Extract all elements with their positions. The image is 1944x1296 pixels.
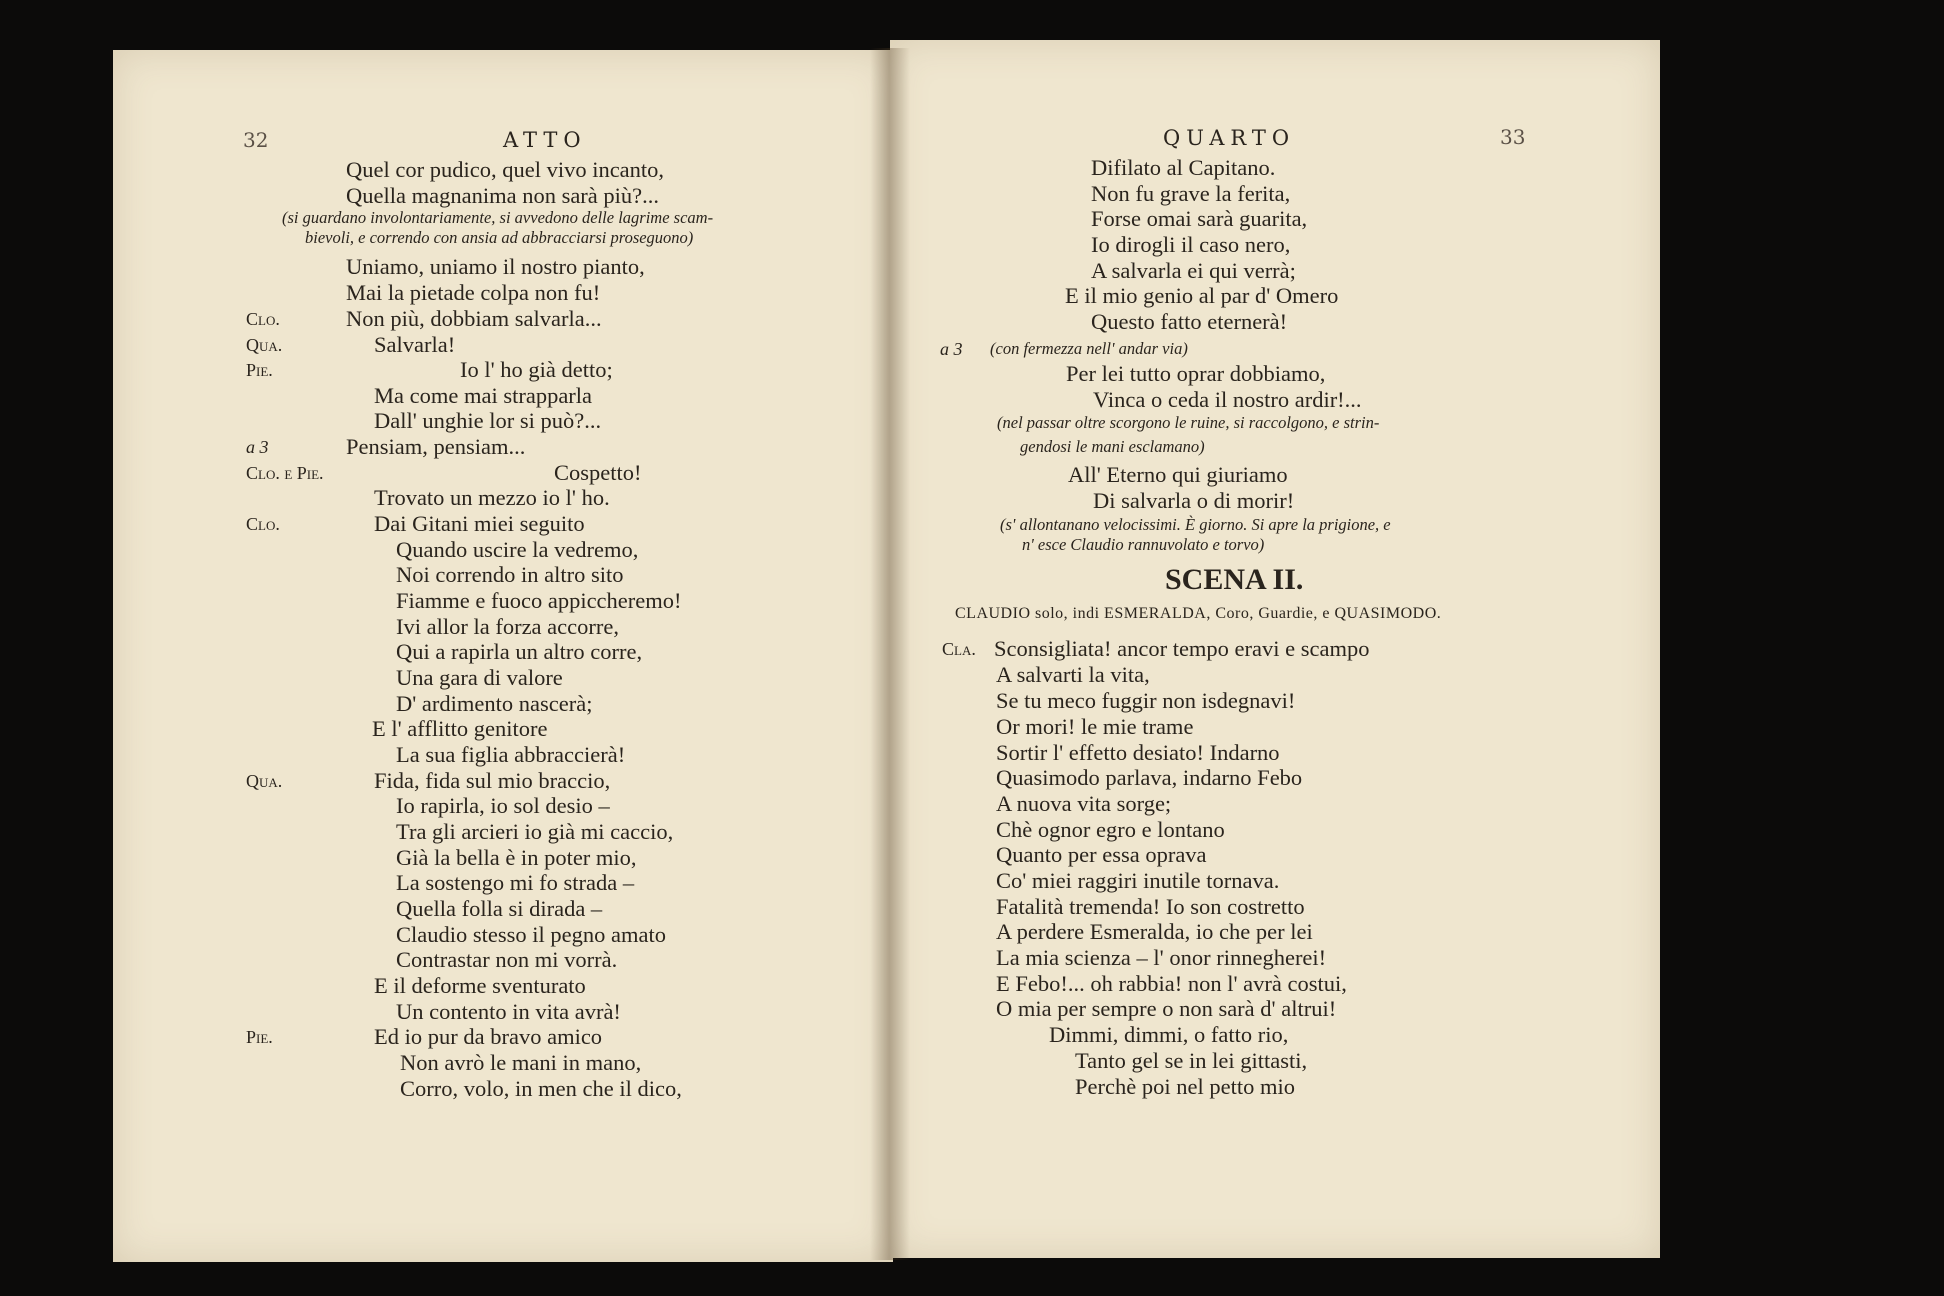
verse-line: Una gara di valore	[396, 665, 563, 690]
verse-line: Ivi allor la forza accorre,	[396, 614, 619, 639]
verse-line: Già la bella è in poter mio,	[396, 845, 637, 870]
stage-direction: (nel passar oltre scorgono le ruine, si raccolgono, e strin-	[997, 413, 1380, 432]
verse-line: A salvarti la vita,	[996, 662, 1150, 687]
verse-line: Per lei tutto oprar dobbiamo,	[1066, 361, 1326, 386]
verse-line: Dimmi, dimmi, o fatto rio,	[1049, 1022, 1289, 1047]
verse-line: Ma come mai strapparla	[374, 383, 593, 408]
verse-line: Fida, fida sul mio braccio,	[374, 768, 611, 793]
verse-line: A nuova vita sorge;	[996, 791, 1172, 816]
scene-heading: SCENA II.	[1165, 563, 1304, 596]
stage-direction: (con fermezza nell' andar via)	[990, 339, 1188, 358]
verse-line: Or mori! le mie trame	[996, 714, 1194, 739]
verse-line: Pensiam, pensiam...	[346, 434, 526, 459]
verse-line: E l' afflitto genitore	[372, 716, 548, 741]
verse-line: Non più, dobbiam salvarla...	[346, 306, 602, 331]
speaker-label: a 3	[940, 339, 963, 359]
running-header-left: ATTO	[503, 128, 587, 152]
verse-line: Salvarla!	[374, 332, 456, 357]
verse-line: A salvarla ei qui verrà;	[1091, 258, 1296, 283]
verse-line: Perchè poi nel petto mio	[1075, 1074, 1295, 1099]
verse-line: Cospetto!	[554, 460, 642, 485]
verse-line: E il mio genio al par d' Omero	[1065, 283, 1339, 308]
verse-line: Io l' ho già detto;	[460, 357, 613, 382]
verse-line: Quel cor pudico, quel vivo incanto,	[346, 157, 665, 182]
verse-line: Contrastar non mi vorrà.	[396, 947, 618, 972]
verse-line: Tanto gel se in lei gittasti,	[1075, 1048, 1308, 1073]
verse-line: Quella folla si dirada –	[396, 896, 603, 921]
verse-line: Qui a rapirla un altro corre,	[396, 639, 643, 664]
running-header-right: QUARTO	[1163, 126, 1296, 150]
speaker-label: Clo.	[246, 309, 280, 329]
page-number-right: 33	[1500, 125, 1526, 149]
verse-line: Quella magnanima non sarà più?...	[346, 183, 660, 208]
verse-line: Quasimodo parlava, indarno Febo	[996, 765, 1303, 790]
verse-line: Mai la pietade colpa non fu!	[346, 280, 601, 305]
stage-direction: (s' allontanano velocissimi. È giorno. Si apre la prigione, e	[1000, 515, 1391, 534]
verse-line: O mia per sempre o non sarà d' altrui!	[996, 996, 1337, 1021]
verse-line: E il deforme sventurato	[374, 973, 586, 998]
verse-line: Dai Gitani miei seguito	[374, 511, 585, 536]
verse-line: Io rapirla, io sol desio –	[396, 793, 610, 818]
verse-line: Quando uscire la vedremo,	[396, 537, 639, 562]
verse-line: Fiamme e fuoco appiccheremo!	[396, 588, 682, 613]
speaker-label: Qua.	[246, 335, 283, 355]
verse-line: E Febo!... oh rabbia! non l' avrà costui,	[996, 971, 1347, 996]
scene-cast-list: CLAUDIO solo, indi ESMERALDA, Coro, Guardie, e QUASIMODO.	[955, 605, 1442, 622]
verse-line: Non avrò le mani in mano,	[400, 1050, 642, 1075]
book-gutter	[870, 48, 910, 1260]
verse-line: Quanto per essa oprava	[996, 842, 1207, 867]
verse-line: Se tu meco fuggir non isdegnavi!	[996, 688, 1296, 713]
verse-line: Corro, volo, in men che il dico,	[400, 1076, 682, 1101]
speaker-label: Cla.	[942, 639, 976, 659]
verse-line: Vinca o ceda il nostro ardir!...	[1093, 387, 1362, 412]
speaker-label: Clo.	[246, 514, 280, 534]
verse-line: La sua figlia abbraccierà!	[396, 742, 626, 767]
verse-line: Dall' unghie lor si può?...	[374, 408, 602, 433]
verse-line: Sconsigliata! ancor tempo eravi e scampo	[994, 636, 1370, 661]
verse-line: Questo fatto eternerà!	[1091, 309, 1288, 334]
verse-line: Difilato al Capitano.	[1091, 155, 1276, 180]
stage-direction: bievoli, e correndo con ansia ad abbracciarsi proseguono)	[305, 228, 694, 247]
verse-line: La mia scienza – l' onor rinnegherei!	[996, 945, 1327, 970]
speaker-label: a 3	[246, 437, 269, 457]
verse-line: Claudio stesso il pegno amato	[396, 922, 666, 947]
verse-line: Io dirogli il caso nero,	[1091, 232, 1291, 257]
verse-line: All' Eterno qui giuriamo	[1068, 462, 1288, 487]
verse-line: Non fu grave la ferita,	[1091, 181, 1291, 206]
verse-line: La sostengo mi fo strada –	[396, 870, 635, 895]
stage-direction: n' esce Claudio rannuvolato e torvo)	[1022, 535, 1265, 554]
verse-line: Co' miei raggiri inutile tornava.	[996, 868, 1280, 893]
speaker-label: Pie.	[246, 360, 273, 380]
verse-line: Fatalità tremenda! Io son costretto	[996, 894, 1305, 919]
speaker-label: Qua.	[246, 771, 283, 791]
verse-line: Tra gli arcieri io già mi caccio,	[396, 819, 674, 844]
verse-line: Noi correndo in altro sito	[396, 562, 624, 587]
verse-line: Sortir l' effetto desiato! Indarno	[996, 740, 1280, 765]
verse-line: Di salvarla o di morir!	[1093, 488, 1295, 513]
speaker-label: Clo. e Pie.	[246, 463, 324, 483]
stage-direction: gendosi le mani esclamano)	[1020, 437, 1205, 456]
verse-line: Uniamo, uniamo il nostro pianto,	[346, 254, 645, 279]
verse-line: D' ardimento nascerà;	[396, 691, 593, 716]
stage-direction: (si guardano involontariamente, si avvedono delle lagrime scam-	[282, 208, 714, 227]
verse-line: A perdere Esmeralda, io che per lei	[996, 919, 1313, 944]
verse-line: Trovato un mezzo io l' ho.	[374, 485, 610, 510]
page-number-left: 32	[243, 128, 269, 152]
verse-line: Forse omai sarà guarita,	[1091, 206, 1308, 231]
speaker-label: Pie.	[246, 1027, 273, 1047]
verse-line: Un contento in vita avrà!	[396, 999, 621, 1024]
verse-line: Chè ognor egro e lontano	[996, 817, 1225, 842]
verse-line: Ed io pur da bravo amico	[374, 1024, 603, 1049]
